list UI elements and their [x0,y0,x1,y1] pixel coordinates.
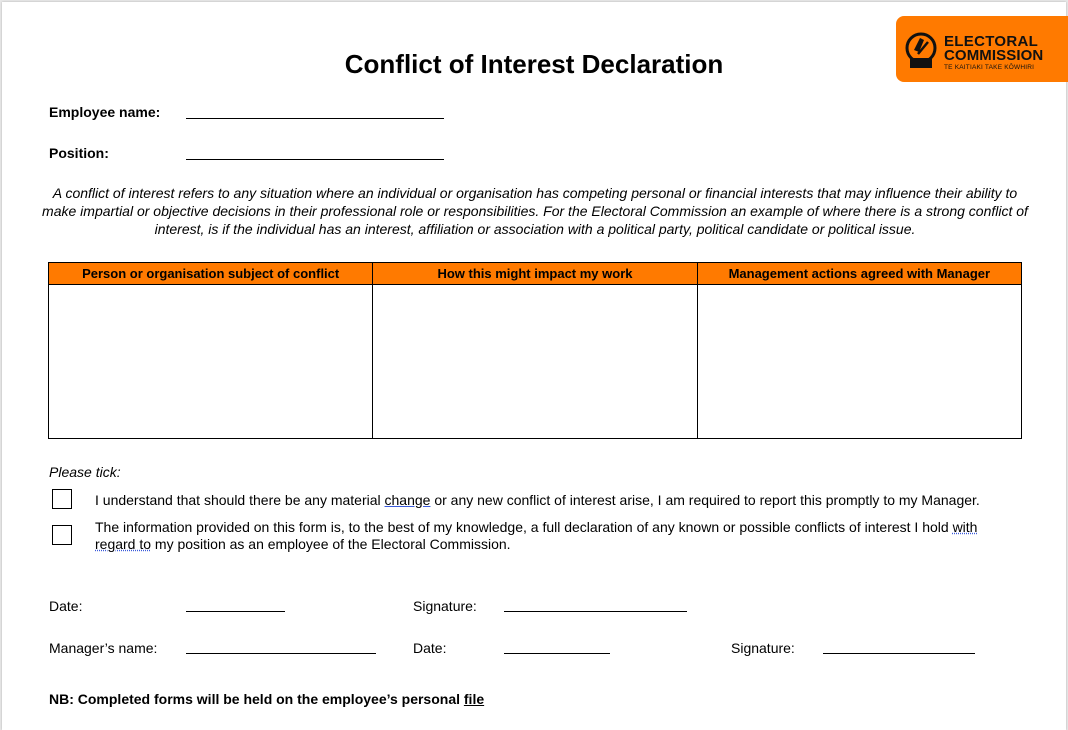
tick-checkbox-1[interactable] [52,489,72,509]
signature-label: Signature: [413,598,477,614]
manager-date-label: Date: [413,640,447,656]
header-management-actions: Management actions agreed with Manager [697,263,1021,285]
intro-paragraph: A conflict of interest refers to any situation where an individual or organisation has competing personal or financial interests that may influence their ability to make impartial or objective decisions in their professional role or responsibilities. For the Electoral Commission an example of where there is a strong conflict of interest, is if the individual has an interest, affiliation or association with a political party, political candidate or political issue. [42,185,1028,237]
tick-statement-1-part1: I understand that should there be any material [95,492,385,508]
tick-statement-1-part2: or any new conflict of interest arise, I am required to report this promptly to my Manager. [430,492,980,508]
footer-note [49,691,484,707]
footer-note-underlined: file [463,691,485,707]
employee-name-line[interactable] [186,118,444,119]
manager-name-label: Manager’s name: [49,640,158,656]
header-person-or-organisation: Person or organisation subject of conflict [49,263,373,285]
tick-statement-2 [95,519,1020,553]
date-label: Date: [49,598,83,614]
tick-statement-1 [95,492,1025,509]
position-line[interactable] [186,159,444,160]
manager-signature-line[interactable] [823,653,975,654]
please-tick-label: Please tick: [49,464,121,480]
manager-date-line[interactable] [504,653,610,654]
cell-management-actions[interactable] [697,285,1021,439]
tick-statement-2-part2: my position as an employee of the Electoral Commission. [151,536,511,552]
tick-statement-2-part1: The information provided on this form is, to the best of my knowledge, a full declaration of any known or possible conflicts of interest I hold [95,519,953,535]
logo-line-2: COMMISSION [944,47,1044,64]
tick-statement-2-underlined: with regard to [95,519,978,552]
tick-statement-1-underlined: change [384,492,431,508]
page-title: Conflict of Interest Declaration [344,49,724,79]
conflict-table [48,262,1022,439]
logo-subtitle: TE KAITIAKI TAKE KŌWHIRI [944,64,1035,71]
signature-line[interactable] [504,611,687,612]
cell-person-or-organisation[interactable] [49,285,373,439]
employee-name-label: Employee name: [49,104,161,120]
position-label: Position: [49,145,109,161]
manager-name-line[interactable] [186,653,376,654]
manager-signature-label: Signature: [731,640,795,656]
header-impact-on-work: How this might impact my work [373,263,697,285]
date-line[interactable] [186,611,285,612]
cell-impact-on-work[interactable] [373,285,697,439]
footer-note-text: NB: Completed forms will be held on the employee’s personal [49,691,464,707]
tick-checkbox-2[interactable] [52,525,72,545]
logo-line-1: ELECTORAL [944,33,1039,50]
